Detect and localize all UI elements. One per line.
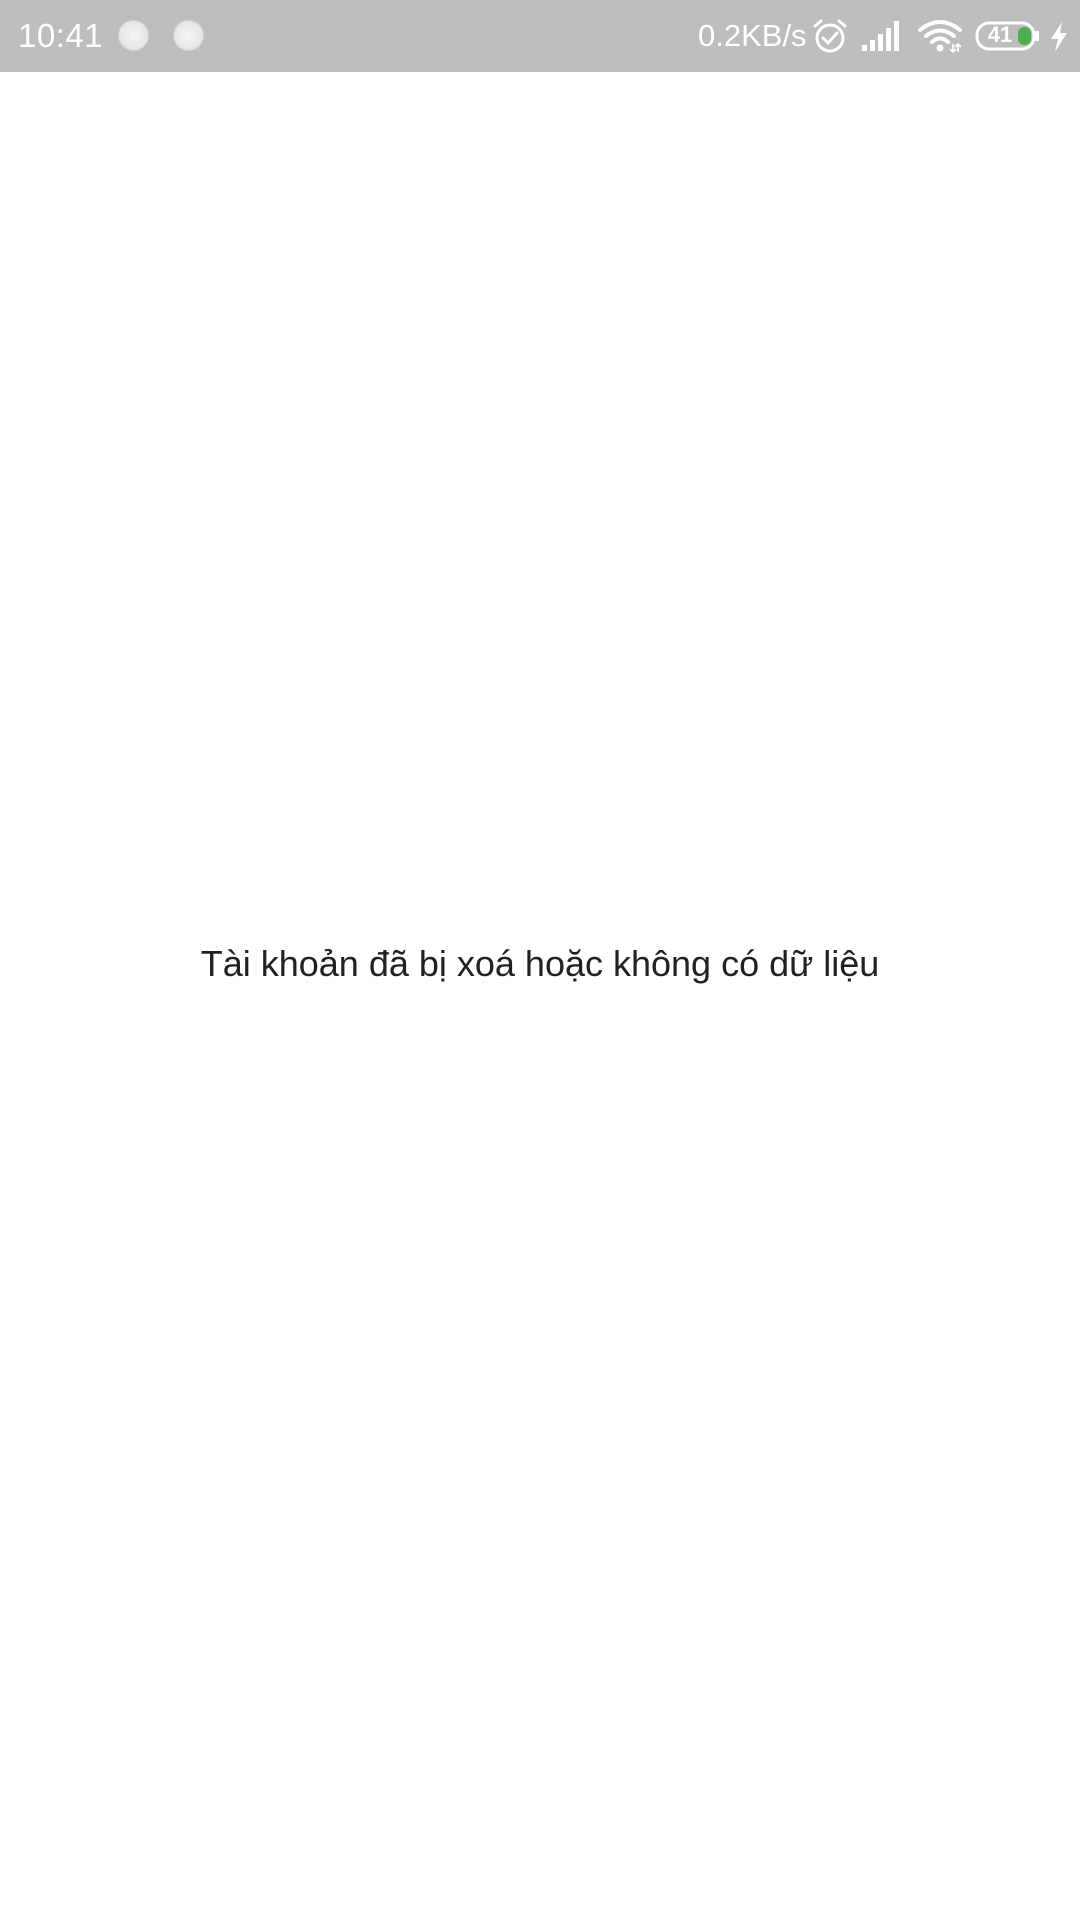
notification-icon — [173, 20, 204, 51]
empty-state-message: Tài khoản đã bị xoá hoặc không có dữ liệu — [200, 943, 880, 984]
network-speed: 0.2KB/s — [698, 18, 807, 53]
status-time: 10:41 — [18, 17, 104, 54]
main-content — [0, 72, 1080, 1920]
status-bar — [0, 0, 1080, 72]
charging-icon — [1047, 20, 1071, 54]
wifi-icon — [917, 18, 963, 54]
notification-icon — [118, 20, 149, 51]
signal-icon — [860, 18, 904, 54]
alarm-icon — [811, 18, 849, 54]
battery-level: 41 — [987, 22, 1013, 47]
